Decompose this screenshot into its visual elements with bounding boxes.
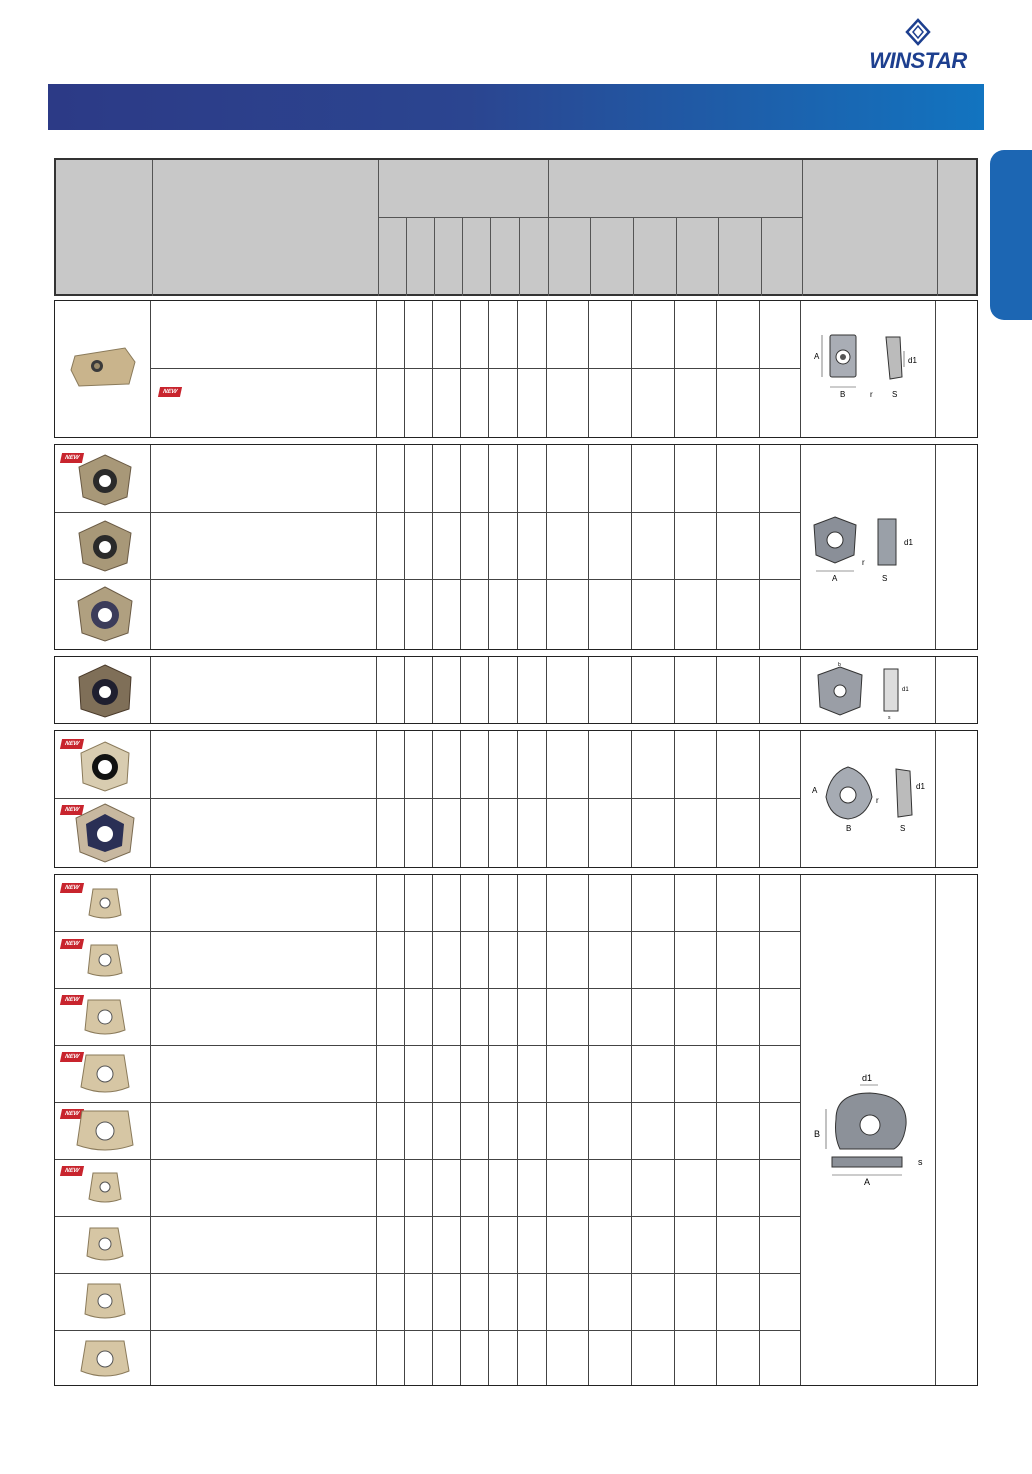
new-badge: NEW: [60, 805, 84, 815]
insert-dimension-diagram: [810, 661, 930, 721]
product-table: [54, 158, 978, 1386]
insert-photo: [83, 881, 127, 927]
insert-photo: [79, 993, 131, 1043]
label-B: B: [846, 824, 852, 833]
insert-group-3: [54, 656, 978, 724]
insert-group-1: [54, 300, 978, 438]
label-B: B: [814, 1129, 821, 1139]
insert-photo: [69, 583, 141, 645]
label-d1: d1: [916, 782, 925, 791]
insert-photo: [75, 1049, 135, 1101]
new-badge: NEW: [60, 995, 84, 1005]
label-s: s: [918, 1157, 923, 1167]
label-d1: d1: [908, 356, 917, 365]
label-A: A: [812, 786, 818, 795]
brand-name: WINSTAR: [869, 48, 967, 73]
insert-photo: [69, 737, 141, 795]
label-B: B: [840, 390, 846, 399]
insert-group-5: [54, 874, 978, 1386]
label-A: A: [832, 574, 838, 583]
label-A: A: [864, 1177, 871, 1187]
insert-group-4: [54, 730, 978, 868]
label-d1: d1: [904, 538, 913, 547]
label-r: r: [870, 390, 873, 399]
label-S: S: [900, 824, 906, 833]
label-d1: d1: [902, 687, 909, 693]
insert-dimension-diagram: [810, 759, 930, 839]
insert-photo: [65, 341, 143, 393]
new-badge: NEW: [60, 739, 84, 749]
insert-dimension-diagram: [810, 509, 930, 589]
section-side-tab: [990, 150, 1032, 320]
insert-group-2: [54, 444, 978, 650]
label-d1: d1: [862, 1073, 873, 1083]
label-b: b: [838, 662, 841, 668]
new-badge: NEW: [158, 387, 182, 397]
insert-photo: [67, 801, 143, 865]
insert-photo: [81, 1221, 129, 1269]
insert-photo: [69, 451, 141, 509]
table-header: [54, 158, 978, 296]
insert-photo: [81, 937, 129, 985]
insert-dimension-diagram: [810, 327, 930, 407]
label-s: s: [888, 715, 891, 721]
insert-photo: [75, 1335, 135, 1385]
insert-photo: [83, 1165, 127, 1211]
label-S: S: [892, 390, 898, 399]
insert-dimension-diagram: [810, 1071, 934, 1191]
insert-photo: [69, 661, 141, 721]
label-r: r: [862, 558, 865, 567]
new-badge: NEW: [60, 1166, 84, 1176]
label-S: S: [882, 574, 888, 583]
brand-logo: [850, 18, 986, 74]
new-badge: NEW: [60, 1109, 84, 1119]
label-A: A: [814, 352, 820, 361]
insert-photo: [79, 1278, 131, 1326]
new-badge: NEW: [60, 1052, 84, 1062]
insert-photo: [69, 517, 141, 575]
new-badge: NEW: [60, 453, 84, 463]
new-badge: NEW: [60, 939, 84, 949]
title-banner: [48, 84, 984, 130]
label-r: r: [876, 796, 879, 805]
new-badge: NEW: [60, 883, 84, 893]
insert-photo: [71, 1105, 139, 1159]
